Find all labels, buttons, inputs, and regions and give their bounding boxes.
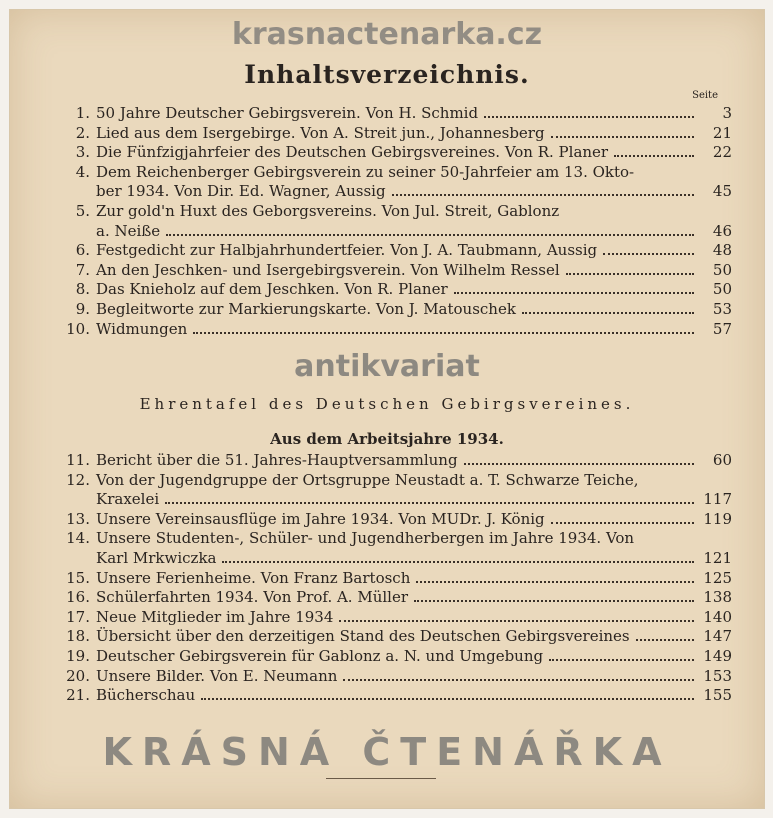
entry-title: 50 Jahre Deutscher Gebirgsverein. Von H. Schmid xyxy=(96,104,479,122)
entry-title: Zur gold'n Huxt des Geborgsvereins. Von Jul. Streit, Gablonz xyxy=(96,201,560,220)
dot-leader xyxy=(416,581,694,583)
entry-number: 10. xyxy=(66,319,90,338)
toc-entry xyxy=(60,647,732,667)
dot-leader xyxy=(414,600,694,602)
entry-page-number: 46 xyxy=(712,221,732,240)
toc-entry xyxy=(60,588,732,608)
watermark-line-1: antikvariat xyxy=(294,349,480,384)
dot-leader xyxy=(166,234,694,236)
entry-page-number: 57 xyxy=(712,319,732,338)
entry-title: Schülerfahrten 1934. Von Prof. A. Müller xyxy=(96,588,409,607)
entry-number: 6. xyxy=(75,241,90,260)
dot-leader xyxy=(484,116,694,118)
entry-number: 21. xyxy=(66,686,90,705)
entry-number: 5. xyxy=(75,201,90,220)
toc-entry xyxy=(60,124,732,144)
entry-title: Kraxelei xyxy=(96,490,160,509)
entry-number: 12. xyxy=(66,470,90,489)
entry-number: 7. xyxy=(75,260,90,279)
entry-page-number: 45 xyxy=(712,182,732,201)
entry-page-number: 140 xyxy=(703,607,732,626)
entry-title: a. Neiße xyxy=(96,221,161,240)
dot-leader xyxy=(549,659,694,661)
entry-page-number: 138 xyxy=(703,588,732,607)
entry-title: An den Jeschken- und Isergebirgsverein. Von Wilhelm Ressel xyxy=(96,260,560,279)
toc-entry xyxy=(60,686,732,706)
toc-entry xyxy=(60,261,732,281)
entry-page-number: 50 xyxy=(712,260,732,279)
toc-entry xyxy=(60,163,732,202)
entry-title: Bücherschau xyxy=(96,686,196,705)
entry-title: Das Knieholz auf dem Jeschken. Von R. Planer xyxy=(96,280,448,299)
entry-page-number: 155 xyxy=(703,686,732,705)
dot-leader xyxy=(522,312,694,314)
dot-leader xyxy=(551,136,694,138)
page-title: Inhaltsverzeichnis. xyxy=(244,60,530,89)
entry-title: Von der Jugendgruppe der Ortsgruppe Neustadt a. T. Schwarze Teiche, xyxy=(96,470,639,489)
entry-title: Deutscher Gebirgsverein für Gablonz a. N. und Umgebung xyxy=(96,646,544,665)
entry-title: Unsere Vereinsausflüge im Jahre 1934. Von MUDr. J. König xyxy=(96,509,545,528)
toc-part-2 xyxy=(60,451,732,706)
toc-entry xyxy=(60,529,732,568)
entry-title: Übersicht über den derzeitigen Stand des Deutschen Gebirgsvereines xyxy=(96,627,630,646)
entry-number: 11. xyxy=(66,451,90,469)
entry-title: Unsere Bilder. Von E. Neumann xyxy=(96,666,338,685)
toc-entry xyxy=(60,569,732,589)
dot-leader xyxy=(343,679,694,681)
entry-number: 17. xyxy=(66,607,90,626)
entry-title: Bericht über die 51. Jahres-Hauptversammlung xyxy=(96,451,458,469)
watermark-line-3: krasnactenarka.cz xyxy=(231,17,543,52)
toc-entry xyxy=(60,627,732,647)
entry-title: Begleitworte zur Markierungskarte. Von J. Matouschek xyxy=(96,299,516,318)
entry-page-number: 3 xyxy=(722,104,732,122)
entry-page-number: 48 xyxy=(712,241,732,260)
entry-number: 4. xyxy=(75,162,90,181)
dot-leader xyxy=(551,522,694,524)
entry-page-number: 153 xyxy=(703,666,732,685)
dot-leader xyxy=(222,561,694,563)
entry-title: Neue Mitglieder im Jahre 1934 xyxy=(96,607,334,626)
dot-leader xyxy=(193,332,694,334)
entry-number: 14. xyxy=(66,529,90,548)
divider xyxy=(326,778,436,779)
entry-page-number: 21 xyxy=(712,123,732,142)
entry-title: Festgedicht zur Halbjahrhundertfeier. Von J. A. Taubmann, Aussig xyxy=(96,241,598,260)
section-heading: Aus dem Arbeitsjahre 1934. xyxy=(270,430,504,448)
dot-leader xyxy=(201,698,694,700)
entry-page-number: 125 xyxy=(703,568,732,587)
entry-number: 18. xyxy=(66,627,90,646)
book-page xyxy=(9,9,765,809)
toc-entry xyxy=(60,241,732,261)
entry-title: Karl Mrkwiczka xyxy=(96,548,217,567)
entry-number: 3. xyxy=(75,143,90,162)
entry-page-number: 149 xyxy=(703,646,732,665)
entry-page-number: 22 xyxy=(712,143,732,162)
entry-page-number: 147 xyxy=(703,627,732,646)
toc-entry xyxy=(60,104,732,124)
entry-title: Unsere Ferienheime. Von Franz Bartosch xyxy=(96,568,411,587)
dot-leader xyxy=(636,639,694,641)
dot-leader xyxy=(339,620,694,622)
entry-page-number: 119 xyxy=(703,509,732,528)
entry-title: Die Fünfzigjahrfeier des Deutschen Gebirgsvereines. Von R. Planer xyxy=(96,143,609,162)
entry-number: 13. xyxy=(66,509,90,528)
entry-number: 2. xyxy=(75,123,90,142)
toc-entry xyxy=(60,300,732,320)
entry-number: 16. xyxy=(66,588,90,607)
page-column-label: Seite xyxy=(692,90,718,101)
toc-entry xyxy=(60,202,732,241)
toc-entry xyxy=(60,667,732,687)
toc-entry xyxy=(60,608,732,628)
toc-entry xyxy=(60,320,732,340)
entry-number: 8. xyxy=(75,280,90,299)
entry-number: 9. xyxy=(75,299,90,318)
entry-page-number: 53 xyxy=(712,299,732,318)
entry-title: Dem Reichenberger Gebirgsverein zu seiner 50-Jahrfeier am 13. Okto- xyxy=(96,162,635,181)
toc-entry xyxy=(60,451,732,471)
dot-leader xyxy=(566,273,694,275)
entry-page-number: 117 xyxy=(703,490,732,509)
dot-leader xyxy=(603,253,694,255)
entry-number: 20. xyxy=(66,666,90,685)
dot-leader xyxy=(165,502,694,504)
toc-entry xyxy=(60,280,732,300)
dot-leader xyxy=(614,155,694,157)
entry-number: 19. xyxy=(66,646,90,665)
dot-leader xyxy=(464,463,694,465)
dot-leader xyxy=(392,194,694,196)
toc-entry xyxy=(60,471,732,510)
toc-part-1 xyxy=(60,104,732,339)
entry-title: ber 1934. Von Dir. Ed. Wagner, Aussig xyxy=(96,182,386,201)
toc-entry xyxy=(60,510,732,530)
honor-table-heading: Ehrentafel des Deutschen Gebirgsvereines. xyxy=(139,395,635,413)
watermark-line-2: KRÁSNÁ ČTENÁŘKA xyxy=(102,730,672,774)
dot-leader xyxy=(454,292,694,294)
entry-page-number: 50 xyxy=(712,280,732,299)
entry-title: Widmungen xyxy=(96,319,188,338)
entry-page-number: 121 xyxy=(703,548,732,567)
entry-title: Unsere Studenten-, Schüler- und Jugendherbergen im Jahre 1934. Von xyxy=(96,529,635,548)
entry-number: 1. xyxy=(75,104,90,122)
entry-number: 15. xyxy=(66,568,90,587)
toc-entry xyxy=(60,143,732,163)
entry-page-number: 60 xyxy=(712,451,732,469)
entry-title: Lied aus dem Isergebirge. Von A. Streit jun., Johannesberg xyxy=(96,123,545,142)
